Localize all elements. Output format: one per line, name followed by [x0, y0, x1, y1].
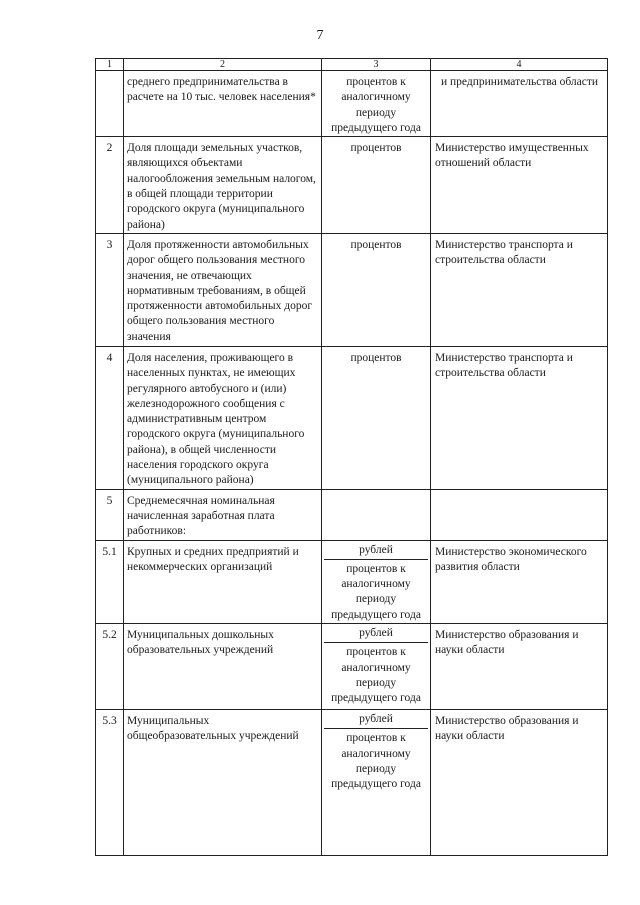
responsible-text: и предпринимательства области [431, 71, 608, 137]
page-number: 7 [316, 28, 324, 43]
row-number: 5.3 [96, 710, 124, 856]
unit-text: процентов к аналогичному периоду предыдущего года [331, 732, 421, 791]
responsible-text: Министерство образования и науки области [431, 710, 608, 856]
indicator-text: Среднемесячная номинальная начисленная заработная плата работников: [124, 489, 322, 540]
column-number: 4 [431, 59, 608, 71]
table-row [96, 346, 608, 489]
column-number-row [96, 59, 608, 71]
unit-text: процентов [322, 137, 431, 234]
indicator-text: Доля площади земельных участков, являющихся объектами налогообложения земельным налогом, в общей площади территории городского округа (муниципального района) [124, 137, 322, 234]
row-number: 5 [96, 489, 124, 540]
unit-text: рублей [324, 541, 428, 560]
unit-text: рублей [324, 710, 428, 729]
unit-text: процентов [322, 346, 431, 489]
responsible-text: Министерство имущественных отношений области [431, 137, 608, 234]
indicator-text: среднего предпринимательства в расчете на 10 тыс. человек населения* [124, 71, 322, 137]
column-number: 1 [96, 59, 124, 71]
unit-text: процентов [322, 233, 431, 346]
table-row [96, 624, 608, 710]
indicator-text: Муниципальных общеобразовательных учреждений [124, 710, 322, 856]
responsible-text: Министерство транспорта и строительства области [431, 346, 608, 489]
unit-text: рублей [324, 624, 428, 643]
unit-text [322, 489, 431, 540]
unit-text: процентов к аналогичному периоду предыдущего года [322, 71, 431, 137]
indicator-text: Доля населения, проживающего в населенных пунктах, не имеющих регулярного автобусного и (или) железнодорожного сообщения с административным центром городского округа (муниципального района), в общей численности населения городского округа (муниципального района) [124, 346, 322, 489]
responsible-text [431, 489, 608, 540]
unit-cell [322, 540, 431, 623]
table-row [96, 710, 608, 856]
unit-text: процентов к аналогичному периоду предыдущего года [331, 562, 421, 621]
row-number: 5.1 [96, 540, 124, 623]
indicator-text: Доля протяженности автомобильных дорог общего пользования местного значения, не отвечающих нормативным требованиям, в общей протяженности автомобильных дорог общего пользования местного значения [124, 233, 322, 346]
indicators-table [95, 58, 608, 856]
responsible-text: Министерство образования и науки области [431, 624, 608, 710]
table-row [96, 137, 608, 234]
row-number: 4 [96, 346, 124, 489]
row-number: 5.2 [96, 624, 124, 710]
indicator-text: Муниципальных дошкольных образовательных учреждений [124, 624, 322, 710]
indicator-text: Крупных и средних предприятий и некоммерческих организаций [124, 540, 322, 623]
table-row [96, 540, 608, 623]
responsible-text: Министерство экономического развития области [431, 540, 608, 623]
table-row [96, 489, 608, 540]
row-number [96, 71, 124, 137]
column-number: 2 [124, 59, 322, 71]
table-row [96, 233, 608, 346]
unit-cell [322, 624, 431, 710]
unit-cell [322, 710, 431, 856]
row-number: 2 [96, 137, 124, 234]
responsible-text: Министерство транспорта и строительства области [431, 233, 608, 346]
table-row [96, 71, 608, 137]
unit-text: процентов к аналогичному периоду предыдущего года [331, 646, 421, 705]
column-number: 3 [322, 59, 431, 71]
row-number: 3 [96, 233, 124, 346]
